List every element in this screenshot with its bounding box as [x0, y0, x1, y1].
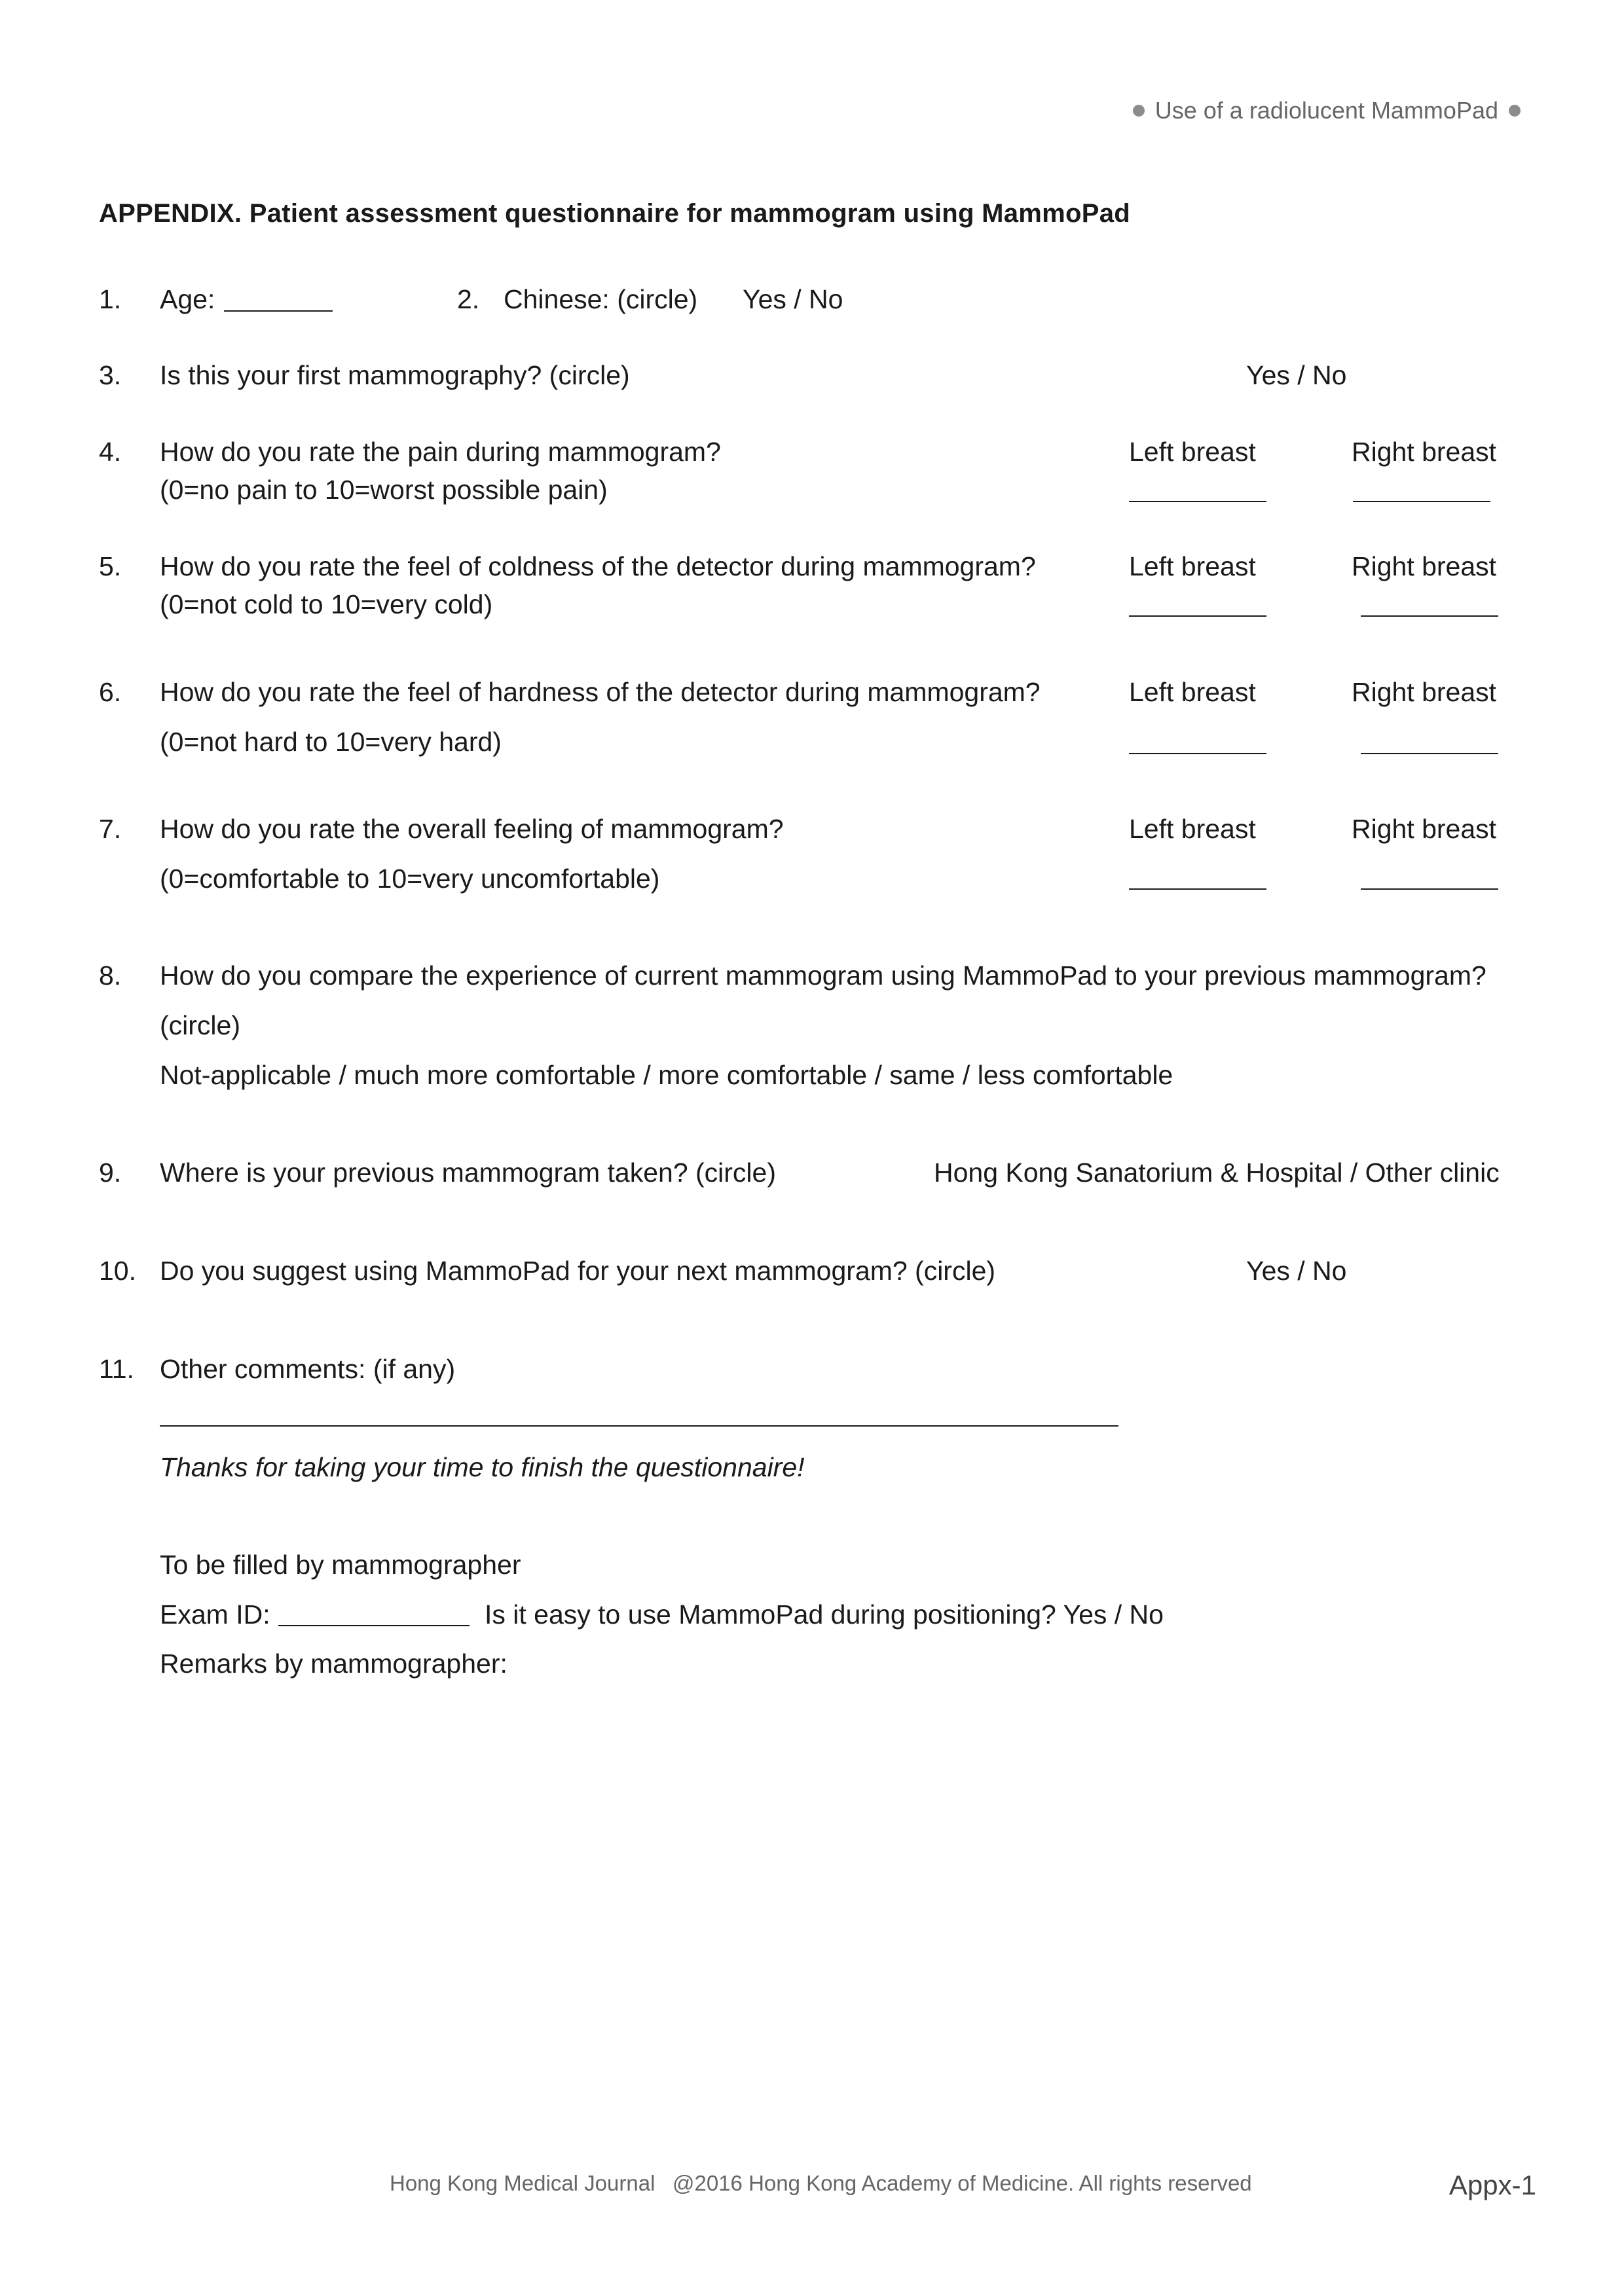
exam-id-label: Exam ID: — [160, 1599, 270, 1630]
q11-text: Other comments: (if any) — [160, 1354, 456, 1384]
q8-text: How do you compare the experience of current mammogram using MammoPad to your previous mammogram? — [160, 960, 1486, 991]
q4-right-breast-field[interactable] — [1353, 501, 1490, 502]
comments-field[interactable] — [160, 1425, 1118, 1427]
q7-right-breast-label: Right breast — [1352, 814, 1497, 844]
age-field[interactable] — [224, 310, 333, 312]
q7-text: How do you rate the overall feeling of mammogram? — [160, 814, 784, 844]
exam-id-field[interactable] — [278, 1625, 470, 1626]
q9-number: 9. — [99, 1157, 122, 1188]
q4-number: 4. — [99, 437, 122, 467]
page-number: Appx-1 — [1449, 2170, 1536, 2200]
q7-left-breast-field[interactable] — [1129, 888, 1266, 890]
q1-number: 1. — [99, 284, 122, 314]
running-title: Use of a radiolucent MammoPad — [1154, 97, 1498, 124]
q6-text: How do you rate the feel of hardness of the detector during mammogram? — [160, 677, 1041, 707]
q4-left-breast-field[interactable] — [1129, 501, 1266, 502]
q3-options[interactable]: Yes / No — [1246, 360, 1347, 390]
q9-text: Where is your previous mammogram taken? (circle) — [160, 1157, 776, 1188]
footer-journal: Hong Kong Medical Journal — [390, 2171, 655, 2195]
q6-scale: (0=not hard to 10=very hard) — [160, 727, 502, 757]
bullet-dot-icon — [1133, 105, 1145, 117]
q5-scale: (0=not cold to 10=very cold) — [160, 589, 493, 619]
q2-number: 2. — [457, 284, 480, 314]
q7-right-breast-field[interactable] — [1361, 888, 1498, 890]
q7-number: 7. — [99, 814, 122, 844]
q6-left-breast-field[interactable] — [1129, 753, 1266, 754]
q5-left-breast-field[interactable] — [1129, 615, 1266, 617]
q4-scale: (0=no pain to 10=worst possible pain) — [160, 475, 608, 505]
thanks-note: Thanks for taking your time to finish the questionnaire! — [160, 1452, 805, 1482]
running-header — [1133, 97, 1521, 124]
bullet-dot-icon — [1509, 105, 1521, 117]
q2-label: Chinese: (circle) — [504, 284, 698, 314]
q4-left-breast-label: Left breast — [1129, 437, 1256, 467]
q8-number: 8. — [99, 960, 122, 991]
q8-sub: (circle) — [160, 1010, 240, 1040]
remarks-label: Remarks by mammographer: — [160, 1649, 507, 1679]
q7-scale: (0=comfortable to 10=very uncomfortable) — [160, 864, 660, 894]
q4-text: How do you rate the pain during mammogram? — [160, 437, 721, 467]
q5-right-breast-field[interactable] — [1361, 615, 1498, 617]
footer-copyright: @2016 Hong Kong Academy of Medicine. All rights reserved — [673, 2171, 1252, 2195]
q10-number: 10. — [99, 1256, 136, 1286]
q7-left-breast-label: Left breast — [1129, 814, 1256, 844]
q2-options[interactable]: Yes / No — [743, 284, 843, 314]
q5-right-breast-label: Right breast — [1352, 551, 1497, 581]
q6-number: 6. — [99, 677, 122, 707]
q4-right-breast-label: Right breast — [1352, 437, 1497, 467]
q5-text: How do you rate the feel of coldness of the detector during mammogram? — [160, 551, 1036, 581]
q5-left-breast-label: Left breast — [1129, 551, 1256, 581]
q5-number: 5. — [99, 551, 122, 581]
q6-left-breast-label: Left breast — [1129, 677, 1256, 707]
q11-number: 11. — [99, 1354, 134, 1384]
q3-text: Is this your first mammography? (circle) — [160, 360, 630, 390]
q1-label: Age: — [160, 284, 215, 314]
q6-right-breast-field[interactable] — [1361, 753, 1498, 754]
mammographer-heading: To be filled by mammographer — [160, 1550, 521, 1580]
q10-options[interactable]: Yes / No — [1246, 1256, 1347, 1286]
q9-options[interactable]: Hong Kong Sanatorium & Hospital / Other clinic — [934, 1157, 1500, 1188]
q10-text: Do you suggest using MammoPad for your next mammogram? (circle) — [160, 1256, 996, 1286]
easy-to-use-question[interactable]: Is it easy to use MammoPad during positioning? Yes / No — [485, 1599, 1164, 1630]
q6-right-breast-label: Right breast — [1352, 677, 1497, 707]
q8-options[interactable]: Not-applicable / much more comfortable / more comfortable / same / less comfortable — [160, 1060, 1173, 1090]
page-title: APPENDIX. Patient assessment questionnaire for mammogram using MammoPad — [99, 199, 1131, 228]
q3-number: 3. — [99, 360, 122, 390]
